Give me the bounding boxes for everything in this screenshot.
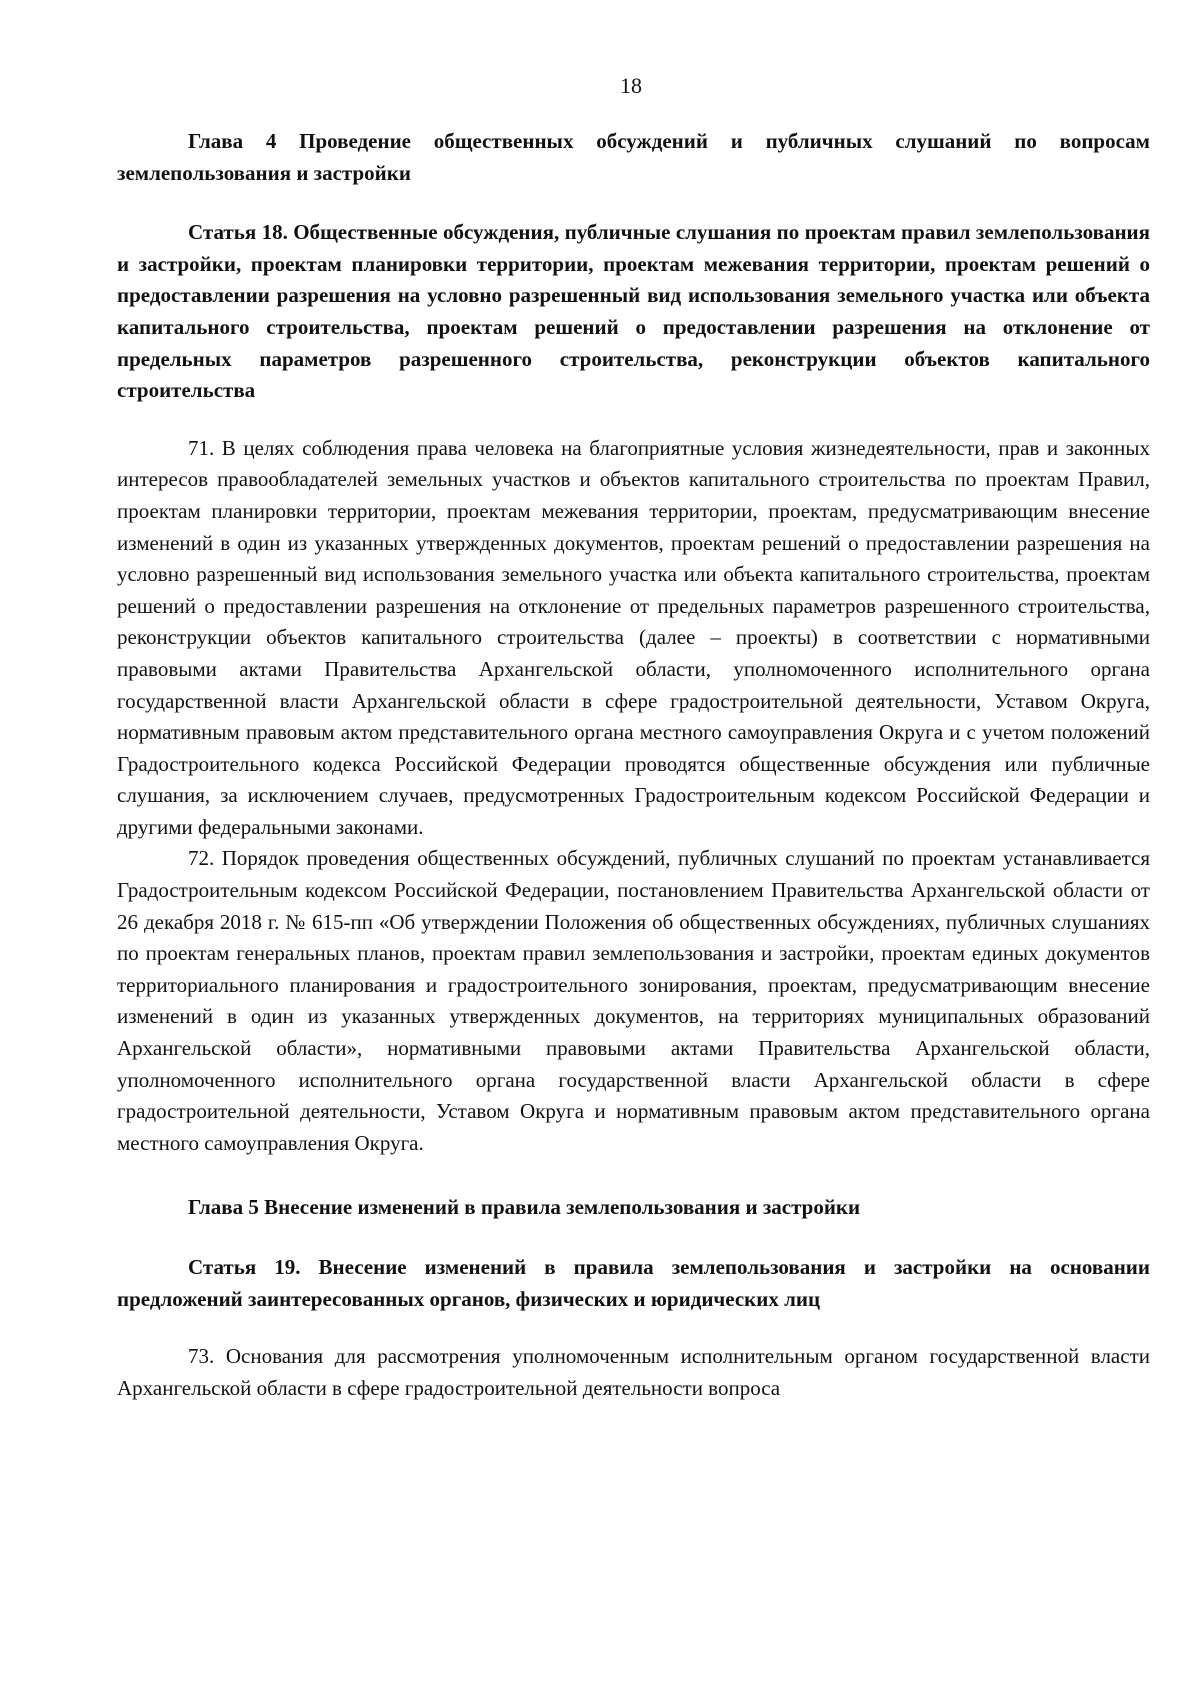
paragraph-73: 73. Основания для рассмотрения уполномоченным исполнительным органом государственной власти Архангельской области в сфере градостроительной деятельности вопроса [117,1344,1150,1400]
paragraph-71: 71. В целях соблюдения права человека на благоприятные условия жизнедеятельности, прав и законных интересов правообладателей земельных участков и объектов капитального строительства по проектам Правил, проектам планировки территории, проектам межевания территории, проектам, предусматривающим внесение изменений в один из указанных утвержденных документов, проектам решений о предоставлении разрешения на условно разрешенный вид использования земельного участка или объекта капитального строительства, проектам решений о предоставлении разрешения на отклонение от предельных параметров разрешенного строительства, реконструкции объектов капитального строительства (далее – проекты) в соответствии с нормативными правовыми актами Правительства Архангельской области, уполномоченного исполнительного органа государственной власти Архангельской области в сфере градостроительной деятельности, Уставом Округа, нормативным правовым актом представительного органа местного самоуправления Округа и с учетом положений Градостроительного кодекса Российской Федерации проводятся общественные обсуждения или публичные слушания, за исключением случаев, предусмотренных Градостроительным кодексом Российской Федерации и другими федеральными законами. [117,435,1150,839]
chapter-5-heading: Глава 5 Внесение изменений в правила землепользования и застройки [188,1195,861,1220]
document-body [117,126,1150,1404]
article-18-heading: Статья 18. Общественные обсуждения, публичные слушания по проектам правил землепользования и застройки, проектам планировки территории, проектам межевания территории, проектам решений о предоставлении разрешения на условно разрешенный вид использования земельного участка или объекта капитального строительства, проектам решений о предоставлении разрешения на отклонение от предельных параметров разрешенного строительства, реконструкции объектов капитального строительства [117,220,1150,403]
article-19-heading: Статья 19. Внесение изменений в правила землепользования и застройки на основании предложений заинтересованных органов, физических и юридических лиц [117,1255,1150,1311]
chapter-4-heading: Глава 4 Проведение общественных обсуждений и публичных слушаний по вопросам землепользования и застройки [117,129,1150,185]
paragraph-72: 72. Порядок проведения общественных обсуждений, публичных слушаний по проектам устанавливается Градостроительным кодексом Российской Федерации, постановлением Правительства Архангельской области от 26 декабря 2018 г. № 615-пп «Об утверждении Положения об общественных обсуждениях, публичных слушаниях по проектам генеральных планов, проектам правил землепользования и застройки, проектам единых документов территориального планирования и градостроительного зонирования, проектам, предусматривающим внесение изменений в один из указанных утвержденных документов, на территориях муниципальных образований Архангельской области», нормативными правовыми актами Правительства Архангельской области, уполномоченного исполнительного органа государственной власти Архангельской области в сфере градостроительной деятельности, Уставом Округа и нормативным правовым актом представительного органа местного самоуправления Округа. [117,846,1150,1155]
page-number: 18 [620,73,642,98]
